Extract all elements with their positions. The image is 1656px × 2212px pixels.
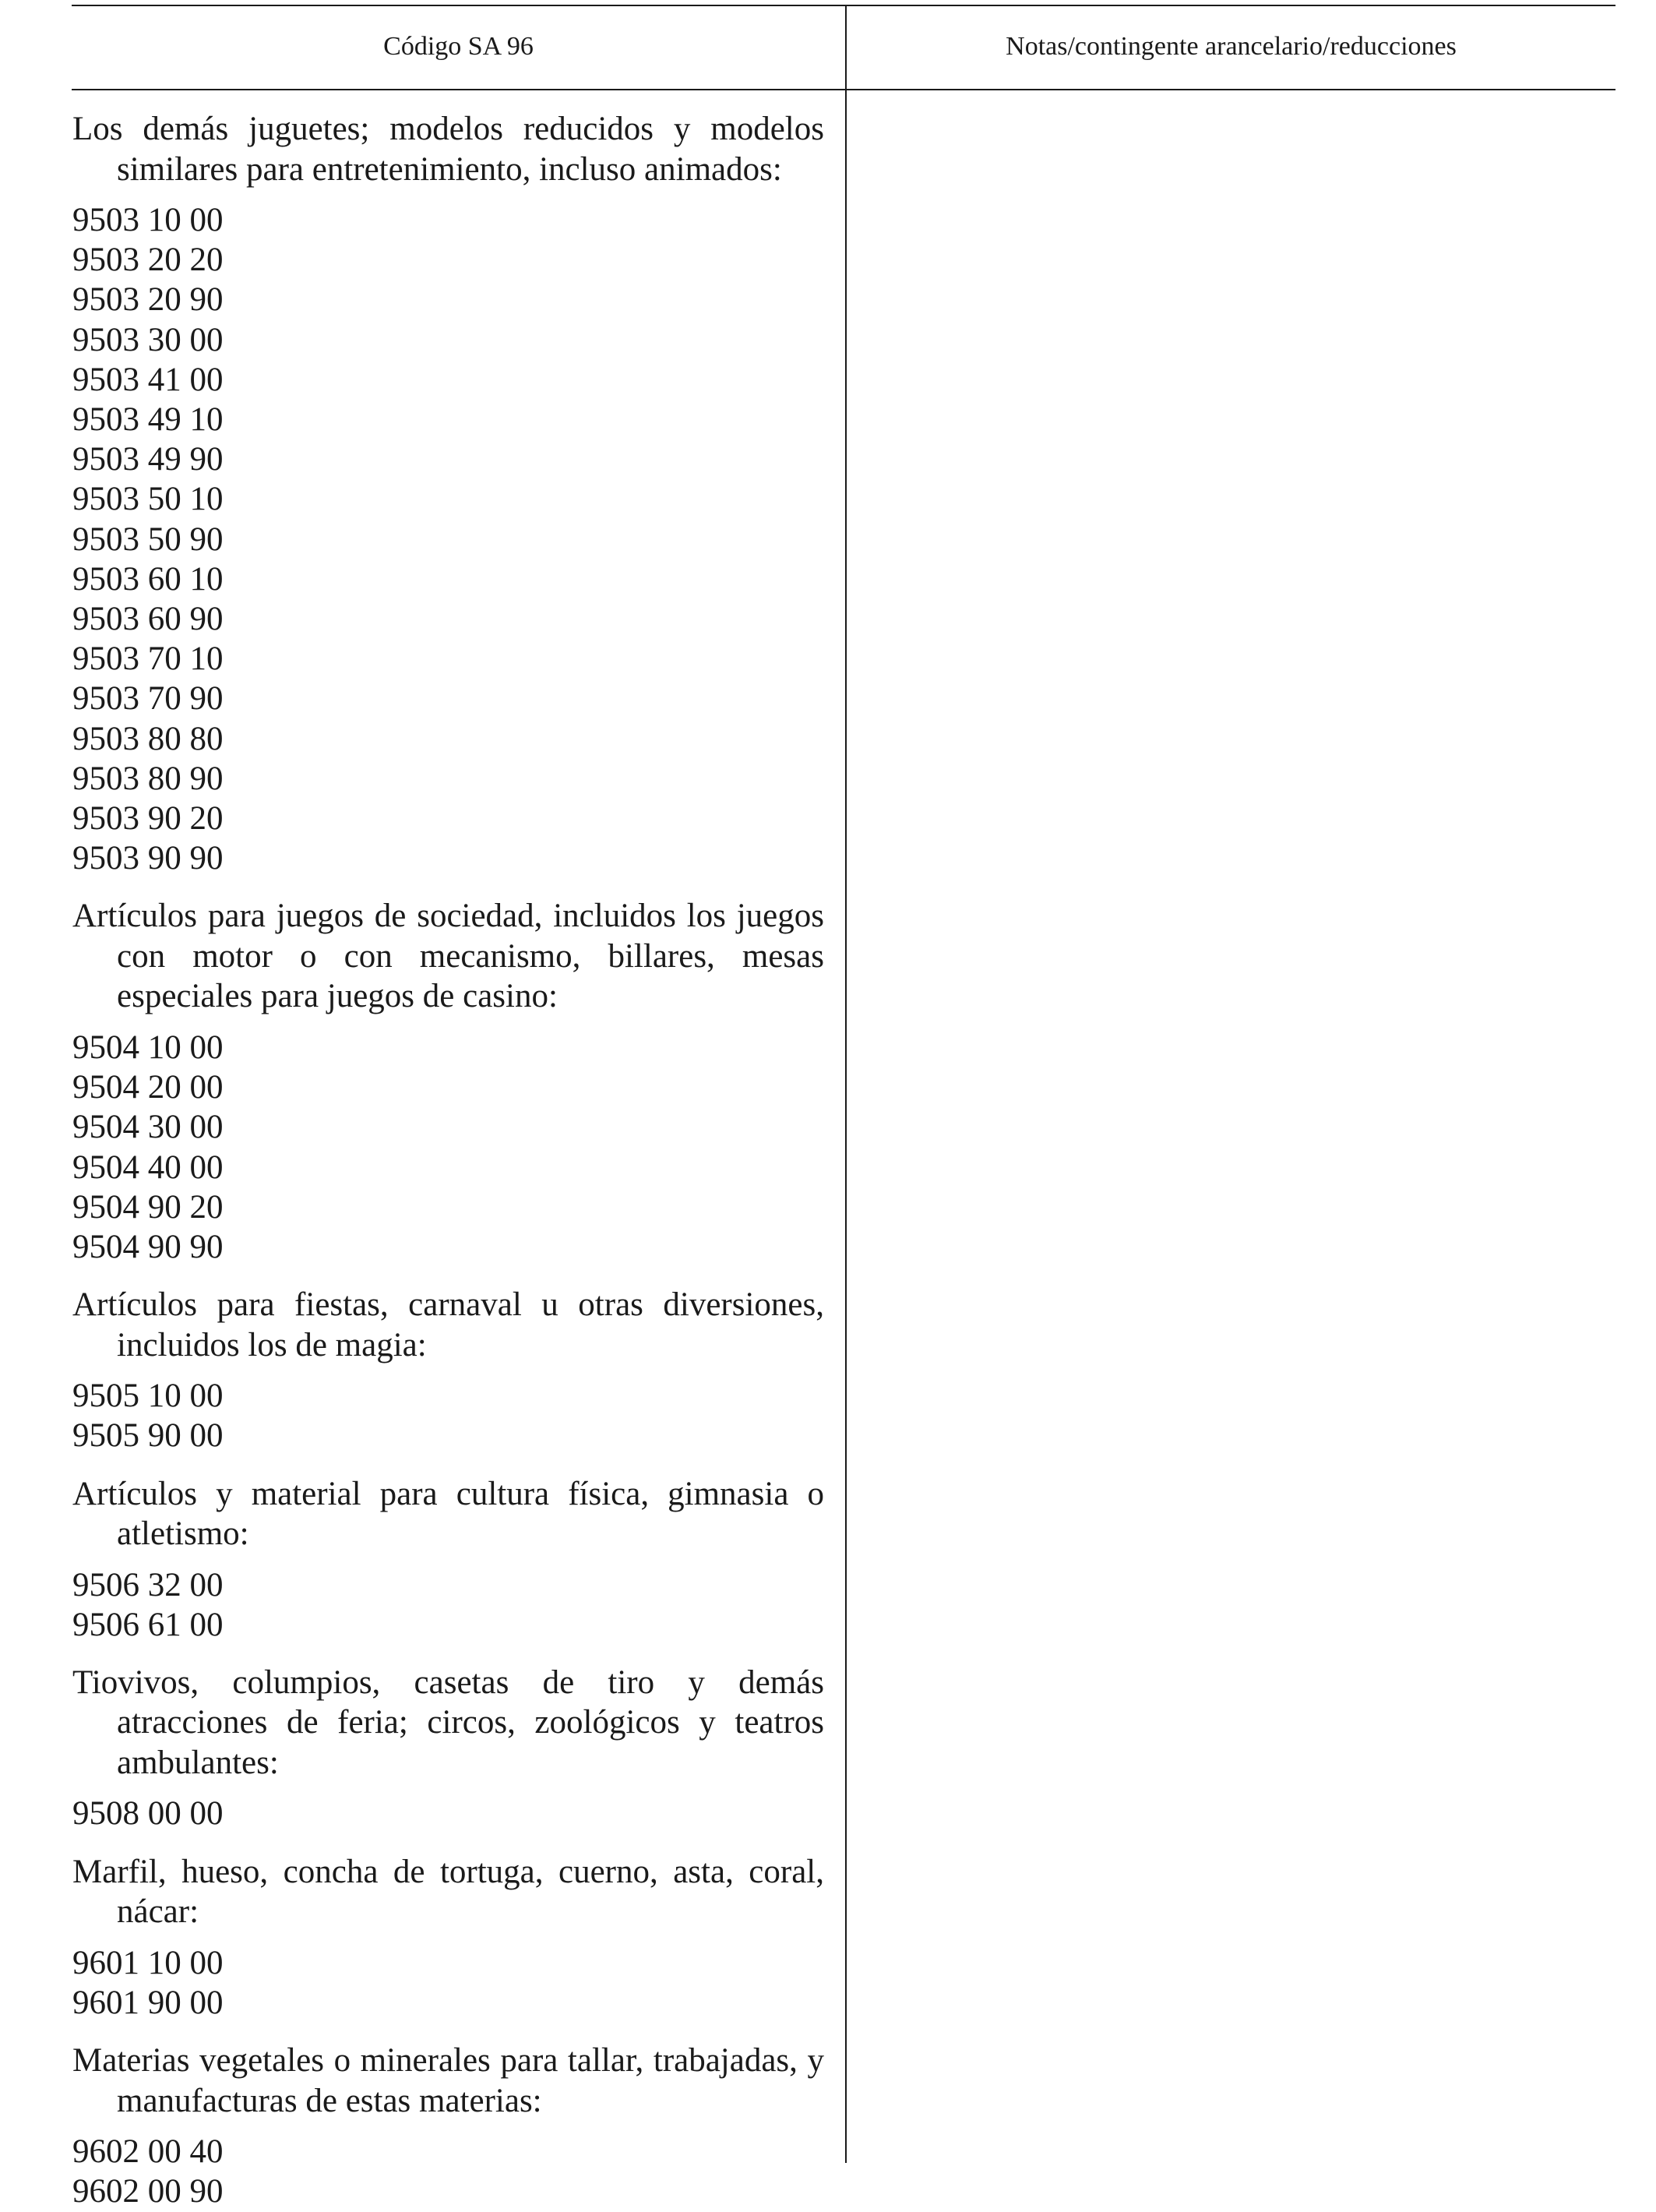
tariff-group-1 [72,109,824,878]
hs-code: 9504 90 90 [72,1228,224,1265]
hs-code: 9505 10 00 [72,1378,224,1415]
tariff-group-4 [72,1474,824,1645]
hs-code: 9508 00 00 [72,1795,224,1833]
group-description: Artículos para juegos de sociedad, incluidos los juegos con motor o con mecanismo, billares, mesas especiales para juegos de casino: [72,898,824,1015]
group-description: Artículos y material para cultura física, gimnasia o atletismo: [72,1475,824,1553]
code-list [72,1376,824,1455]
hs-code: 9506 32 00 [72,1566,224,1603]
hs-code: 9503 20 90 [72,281,224,319]
code-list [72,2132,824,2211]
hs-code: 9503 90 90 [72,840,224,877]
column-divider [845,5,847,2163]
hs-code: 9503 49 10 [72,401,224,439]
hs-code: 9504 90 20 [72,1188,224,1226]
hs-code: 9503 80 90 [72,760,224,797]
code-list [72,1794,824,1833]
hs-code: 9503 70 90 [72,680,224,718]
hs-code: 9601 90 00 [72,1984,224,2021]
group-description: Artículos para fiestas, carnaval u otras diversiones, incluidos los de magia: [72,1286,824,1364]
group-description: Materias vegetales o minerales para tallar, trabajadas, y manufacturas de estas materias: [72,2042,824,2119]
header-code: Código SA 96 [383,32,534,61]
hs-code: 9503 50 10 [72,481,224,518]
header-bottom-rule [72,89,1615,90]
hs-code: 9602 00 90 [72,2173,224,2210]
code-list [72,200,824,878]
hs-code: 9504 40 00 [72,1148,224,1186]
hs-code: 9505 90 00 [72,1417,224,1455]
hs-code: 9503 30 00 [72,321,224,358]
hs-code: 9503 60 90 [72,601,224,638]
hs-code: 9503 50 90 [72,520,224,558]
hs-code: 9503 49 90 [72,441,224,478]
tariff-group-6 [72,1852,824,2023]
code-list [72,1028,824,1267]
hs-code: 9602 00 40 [72,2133,224,2171]
hs-code: 9503 20 20 [72,242,224,279]
hs-code: 9504 10 00 [72,1028,224,1066]
hs-code: 9503 70 10 [72,640,224,678]
group-description: Marfil, hueso, concha de tortuga, cuerno, asta, coral, nácar: [72,1853,824,1931]
hs-code: 9503 90 20 [72,800,224,838]
hs-code: 9503 80 80 [72,720,224,757]
hs-code: 9506 61 00 [72,1606,224,1643]
code-column [72,109,824,2212]
tariff-group-2 [72,896,824,1267]
hs-code: 9504 30 00 [72,1109,224,1146]
hs-code: 9504 20 00 [72,1069,224,1106]
code-list [72,1565,824,1645]
hs-code: 9503 60 10 [72,560,224,598]
hs-code: 9601 10 00 [72,1944,224,1981]
group-description: Tiovivos, columpios, casetas de tiro y demás atracciones de feria; circos, zoológicos y teatros ambulantes: [72,1663,824,1781]
hs-code: 9503 41 00 [72,361,224,398]
tariff-group-3 [72,1285,824,1455]
hs-code: 9503 10 00 [72,202,224,238]
code-list [72,1943,824,2023]
group-description: Los demás juguetes; modelos reducidos y modelos similares para entretenimiento, incluso animados: [72,111,824,188]
header-notes: Notas/contingente arancelario/reducciones [1006,32,1457,61]
tariff-group-5 [72,1663,824,1834]
tariff-group-7 [72,2041,824,2211]
